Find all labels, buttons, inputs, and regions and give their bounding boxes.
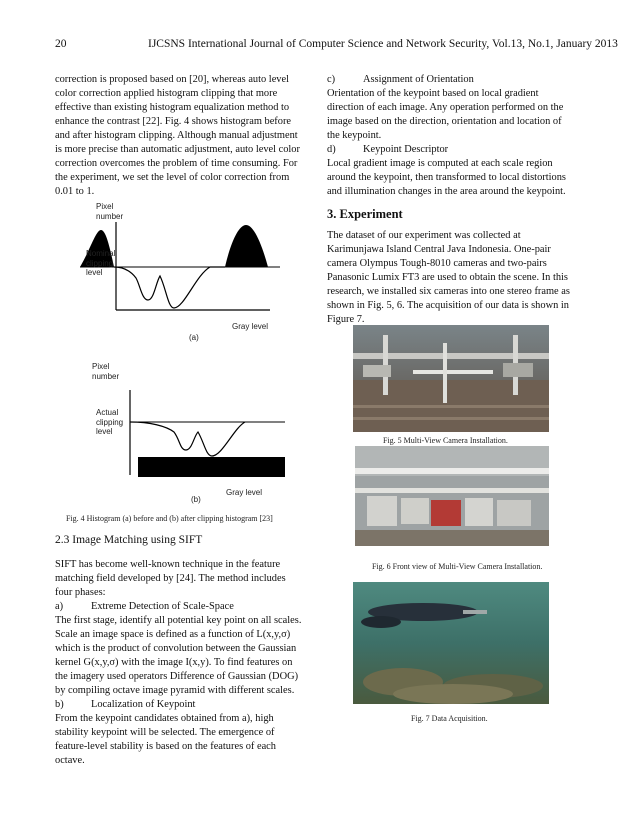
right-column-steps bbox=[327, 73, 575, 199]
fig-b-tag: (b) bbox=[191, 495, 201, 504]
fig4-caption: Fig. 4 Histogram (a) before and (b) after clipping histogram [23] bbox=[66, 514, 273, 523]
step-a-heading: a) Extreme Detection of Scale-Space bbox=[55, 601, 234, 612]
left-column-intro bbox=[55, 73, 305, 199]
exp-line: Figure 7. bbox=[327, 314, 365, 325]
fig-a-ylabel: Pixel number bbox=[96, 202, 124, 221]
page-number: 20 bbox=[55, 38, 67, 50]
step-a-line: by compiling octave image pyramid with different scales. bbox=[55, 685, 295, 696]
intro-line: enhance the contrast [22]. Fig. 4 shows histogram before bbox=[55, 116, 292, 127]
exp-line: research, we installed six cameras into one stereo frame as bbox=[327, 286, 570, 297]
sift-line: SIFT has become well-known technique in the feature bbox=[55, 559, 281, 570]
histogram-before-figure bbox=[70, 200, 290, 348]
step-c-line: the keypoint. bbox=[327, 130, 382, 141]
sift-line: four phases: bbox=[55, 587, 106, 598]
fig6-caption: Fig. 6 Front view of Multi-View Camera Installation. bbox=[372, 562, 543, 571]
fig-a-xlabel: Gray level bbox=[232, 322, 269, 331]
intro-line: color correction applied histogram clipping that more bbox=[55, 88, 278, 99]
fig-a-tag: (a) bbox=[189, 333, 199, 342]
fig-a-clip-label: Nominal clipping level bbox=[86, 249, 116, 277]
intro-line: is more precise than automatic adjustment, auto level color bbox=[55, 144, 300, 155]
intro-line: correction overcomes the problem of time consuming. For bbox=[55, 158, 298, 169]
step-a-line: kernel G(x,y,σ) with the image I(x,y). To find features on bbox=[55, 657, 293, 668]
step-b-line: stability keypoint will be selected. The emergence of bbox=[55, 727, 275, 738]
intro-line: and after histogram clipping. Although manual adjustment bbox=[55, 130, 298, 141]
sift-line: matching field developed by [24]. The method includes bbox=[55, 573, 286, 584]
section-title-image-matching: 2.3 Image Matching using SIFT bbox=[55, 534, 203, 546]
fig-b-ylabel: Pixel number bbox=[92, 362, 120, 381]
step-c-line: direction of each image. Any operation performed on the bbox=[327, 102, 564, 113]
journal-header: IJCSNS International Journal of Computer Science and Network Security, Vol.13, No.1, January 2013 bbox=[148, 38, 618, 50]
intro-line: effective than existing histogram equalization method to bbox=[55, 102, 290, 113]
fig5-camera-installation-photo bbox=[353, 325, 549, 432]
step-a-line: The first stage, identify all potential key point on all scales. bbox=[55, 615, 302, 626]
step-a-line: which is the product of convolution between the Gaussian bbox=[55, 643, 297, 654]
step-b-heading: b) Localization of Keypoint bbox=[55, 699, 196, 710]
exp-line: Karimunjawa Island Central Java Indonesia. One-pair bbox=[327, 244, 551, 255]
step-b-line: octave. bbox=[55, 755, 85, 766]
step-d-line: Local gradient image is computed at each scale region bbox=[327, 158, 553, 169]
step-c-line: image based on the direction, orientation and location of bbox=[327, 116, 562, 127]
exp-line: camera Olympus Tough-8010 cameras and two-pairs bbox=[327, 258, 547, 269]
step-a-line: the imagery used operators Difference of Gaussian (DOG) bbox=[55, 671, 299, 682]
right-column-experiment bbox=[327, 229, 575, 327]
step-d-heading: d) Keypoint Descriptor bbox=[327, 144, 449, 155]
step-b-line: From the keypoint candidates obtained from a), high bbox=[55, 713, 274, 724]
step-a-line: Scale an image space is defined as a function of L(x,y,σ) bbox=[55, 629, 291, 640]
intro-line: 0.01 to 1. bbox=[55, 186, 95, 197]
exp-line: Panasonic Lumix FT3 are used to obtain the scene. In this bbox=[327, 272, 568, 283]
left-column-sift bbox=[55, 558, 305, 768]
step-c-line: Orientation of the keypoint based on local gradient bbox=[327, 88, 539, 99]
step-d-line: around the keypoint, then transformed to local distortions bbox=[327, 172, 566, 183]
step-d-line: and illumination changes in the area around the keypoint. bbox=[327, 186, 566, 197]
step-c-heading: c) Assignment of Orientation bbox=[327, 74, 474, 85]
fig7-data-acquisition-photo bbox=[353, 582, 549, 704]
fig5-caption: Fig. 5 Multi-View Camera Installation. bbox=[383, 436, 508, 445]
exp-line: shown in Fig. 5, 6. The acquisition of our data is shown in bbox=[327, 300, 569, 311]
intro-line: correction is proposed based on [20], whereas auto level bbox=[55, 74, 289, 85]
intro-line: the experiment, we set the level of color correction from bbox=[55, 172, 290, 183]
fig6-front-view-photo bbox=[355, 446, 549, 546]
section-title-experiment: 3. Experiment bbox=[327, 207, 403, 221]
exp-line: The dataset of our experiment was collected at bbox=[327, 230, 521, 241]
fig-b-clip-label: Actual clipping level bbox=[96, 408, 124, 436]
step-b-line: feature-level stability is based on the features of each bbox=[55, 741, 276, 752]
fig-b-xlabel: Gray level bbox=[226, 488, 263, 497]
fig7-caption: Fig. 7 Data Acquisition. bbox=[411, 714, 488, 723]
histogram-after-figure bbox=[70, 360, 290, 505]
